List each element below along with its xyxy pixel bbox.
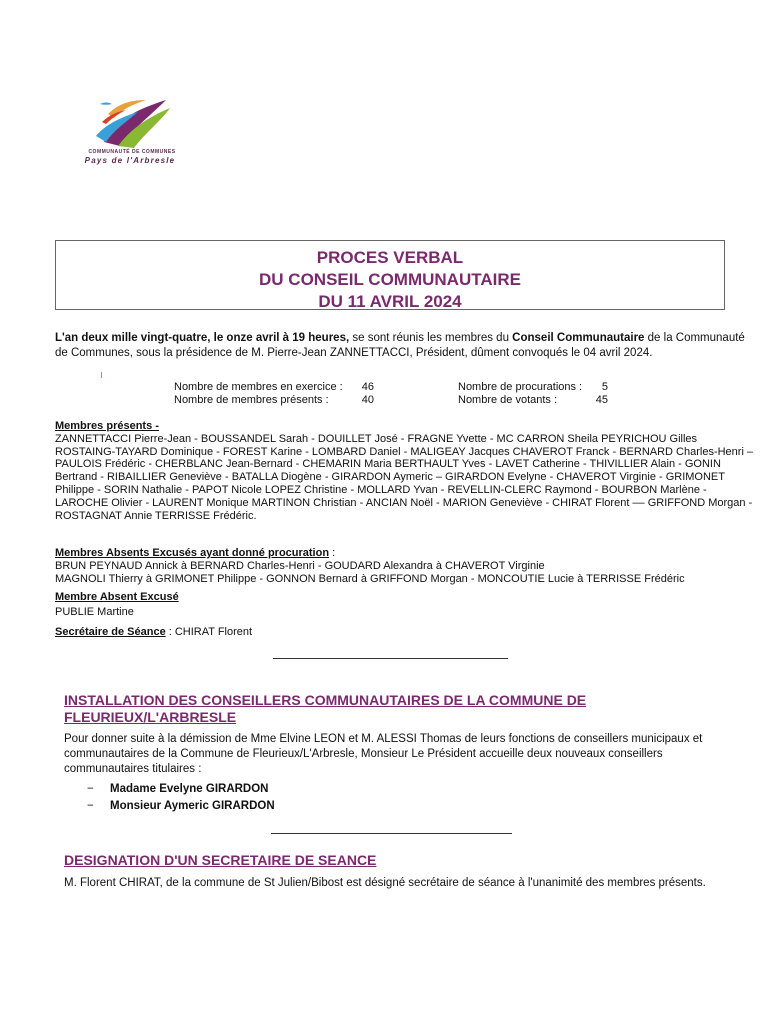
- stat-proxies-value: 5: [601, 381, 608, 393]
- members-proxy-line1: BRUN PEYNAUD Annick à BERNARD Charles-Henri - GOUDARD Alexandra à CHAVEROT Virginie: [55, 559, 545, 572]
- members-present-heading: Membres présents -: [55, 420, 159, 432]
- stat-exercise-value: 46: [361, 381, 374, 393]
- secretary-section: [55, 626, 755, 639]
- logo: [74, 92, 186, 170]
- logo-text-line2: Pays de l'Arbresle: [84, 156, 176, 165]
- title-box: [55, 240, 725, 310]
- margin-tick: [101, 372, 102, 378]
- secretary-name: : CHIRAT Florent: [165, 626, 253, 638]
- stat-proxies-label: Nombre de procurations :: [458, 381, 583, 393]
- member-absent-heading: Membre Absent Excusé: [55, 591, 179, 603]
- intro-tail: de la Communauté de Communes, sous la présidence de M. Pierre-Jean ZANNETTACCI, Président, dûment convoqués le 04 avril 2024.: [55, 332, 745, 359]
- installation-list: [87, 781, 275, 815]
- stat-voters-value: 45: [595, 394, 608, 406]
- stat-present-label: Nombre de membres présents :: [174, 394, 329, 406]
- intro-bold-lead: L'an deux mille vingt-quatre, le onze avril à 19 heures,: [55, 332, 350, 344]
- stat-present-value: 40: [361, 394, 374, 406]
- separator-rule: [273, 658, 508, 659]
- installation-heading: INSTALLATION DES CONSEILLERS COMMUNAUTAIRES DE LA COMMUNE DE FLEURIEUX/L'ARBRESLE: [64, 692, 587, 725]
- intro-council: Conseil Communautaire: [512, 332, 645, 344]
- members-proxy-heading: Membres Absents Excusés ayant donné procuration: [55, 547, 330, 559]
- member-absent-section: [55, 590, 755, 620]
- members-present-list: ZANNETTACCI Pierre-Jean - BOUSSANDEL Sarah - DOUILLET José - FRAGNE Yvette - MC CARRON Sheila PEYRICHOU Gilles ROSTAING-TAYARD Dominique - FOREST Karine - LOMBARD Daniel - MALIGEAY Jacques CHAVEROT Franck - BERNARD Charles-Henri – PAULOIS Frédéric - CHERBLANC Jean-Bernard - CHEMARIN Maria BERTHAULT Yves - LAVET Catherine - THIVILLIER Alain - GONIN Bertrand - RIBAILLIER Geneviève - BATALLA Diogène - GIRARDON Aymeric – GIRARDON Evelyne - CHAVEROT Virginie - GRIMONET Philippe - SORIN Nathalie - PAPOT Nicole LOPEZ Christine - MOLLARD Yvan - REVELLIN-CLERC Raymond - BOURBON Marlène - LAROCHE Olivier - LAURENT Monique MARTINON Christian - ANCIAN Noël - MARION Geneviève - CHIRAT Florent –– GRIFFOND Morgan - ROSTAGNAT Annie TERRISSE Frédéric.: [55, 432, 754, 522]
- title-line2: DU CONSEIL COMMUNAUTAIRE: [259, 270, 521, 289]
- title-line3: DU 11 AVRIL 2024: [318, 292, 462, 311]
- list-item: − Madame Evelyne GIRARDON: [87, 783, 269, 795]
- stat-row: [174, 394, 634, 407]
- installation-body: Pour donner suite à la démission de Mme Elvine LEON et M. ALESSI Thomas de leurs fonctions de conseillers municipaux et communautaires de la Commune de Fleurieux/L'Arbresle, Monsieur Le Président accueille deux nouveaux conseillers communautaires titulaires :: [64, 733, 703, 775]
- intro-paragraph: [55, 331, 755, 361]
- logo-emblem-icon: [74, 92, 186, 150]
- separator-rule: [271, 833, 512, 834]
- member-stats: [174, 381, 634, 407]
- designation-heading: DESIGNATION D'UN SECRETAIRE DE SEANCE: [64, 852, 377, 868]
- logo-text-line1: COMMUNAUTÉ DE COMMUNES: [88, 149, 176, 155]
- secretary-heading: Secrétaire de Séance: [55, 626, 166, 638]
- stat-exercise-label: Nombre de membres en exercice :: [174, 381, 343, 393]
- member-absent-name: PUBLIE Martine: [55, 606, 134, 618]
- stat-row: [174, 381, 634, 394]
- members-proxy-colon: :: [329, 547, 336, 559]
- members-present-section: [55, 420, 755, 522]
- designation-body: M. Florent CHIRAT, de la commune de St Julien/Bibost est désigné secrétaire de séance à l'unanimité des membres présents.: [64, 877, 706, 889]
- stat-voters-label: Nombre de votants :: [458, 394, 558, 406]
- intro-mid: se sont réunis les membres du: [349, 332, 513, 344]
- title-line1: PROCES VERBAL: [316, 248, 464, 267]
- members-proxy-section: [55, 547, 755, 585]
- members-proxy-line2: MAGNOLI Thierry à GRIMONET Philippe - GONNON Bernard à GRIFFOND Morgan - MONCOUTIE Lucie à TERRISSE Frédéric: [55, 572, 685, 585]
- list-item: − Monsieur Aymeric GIRARDON: [87, 800, 275, 812]
